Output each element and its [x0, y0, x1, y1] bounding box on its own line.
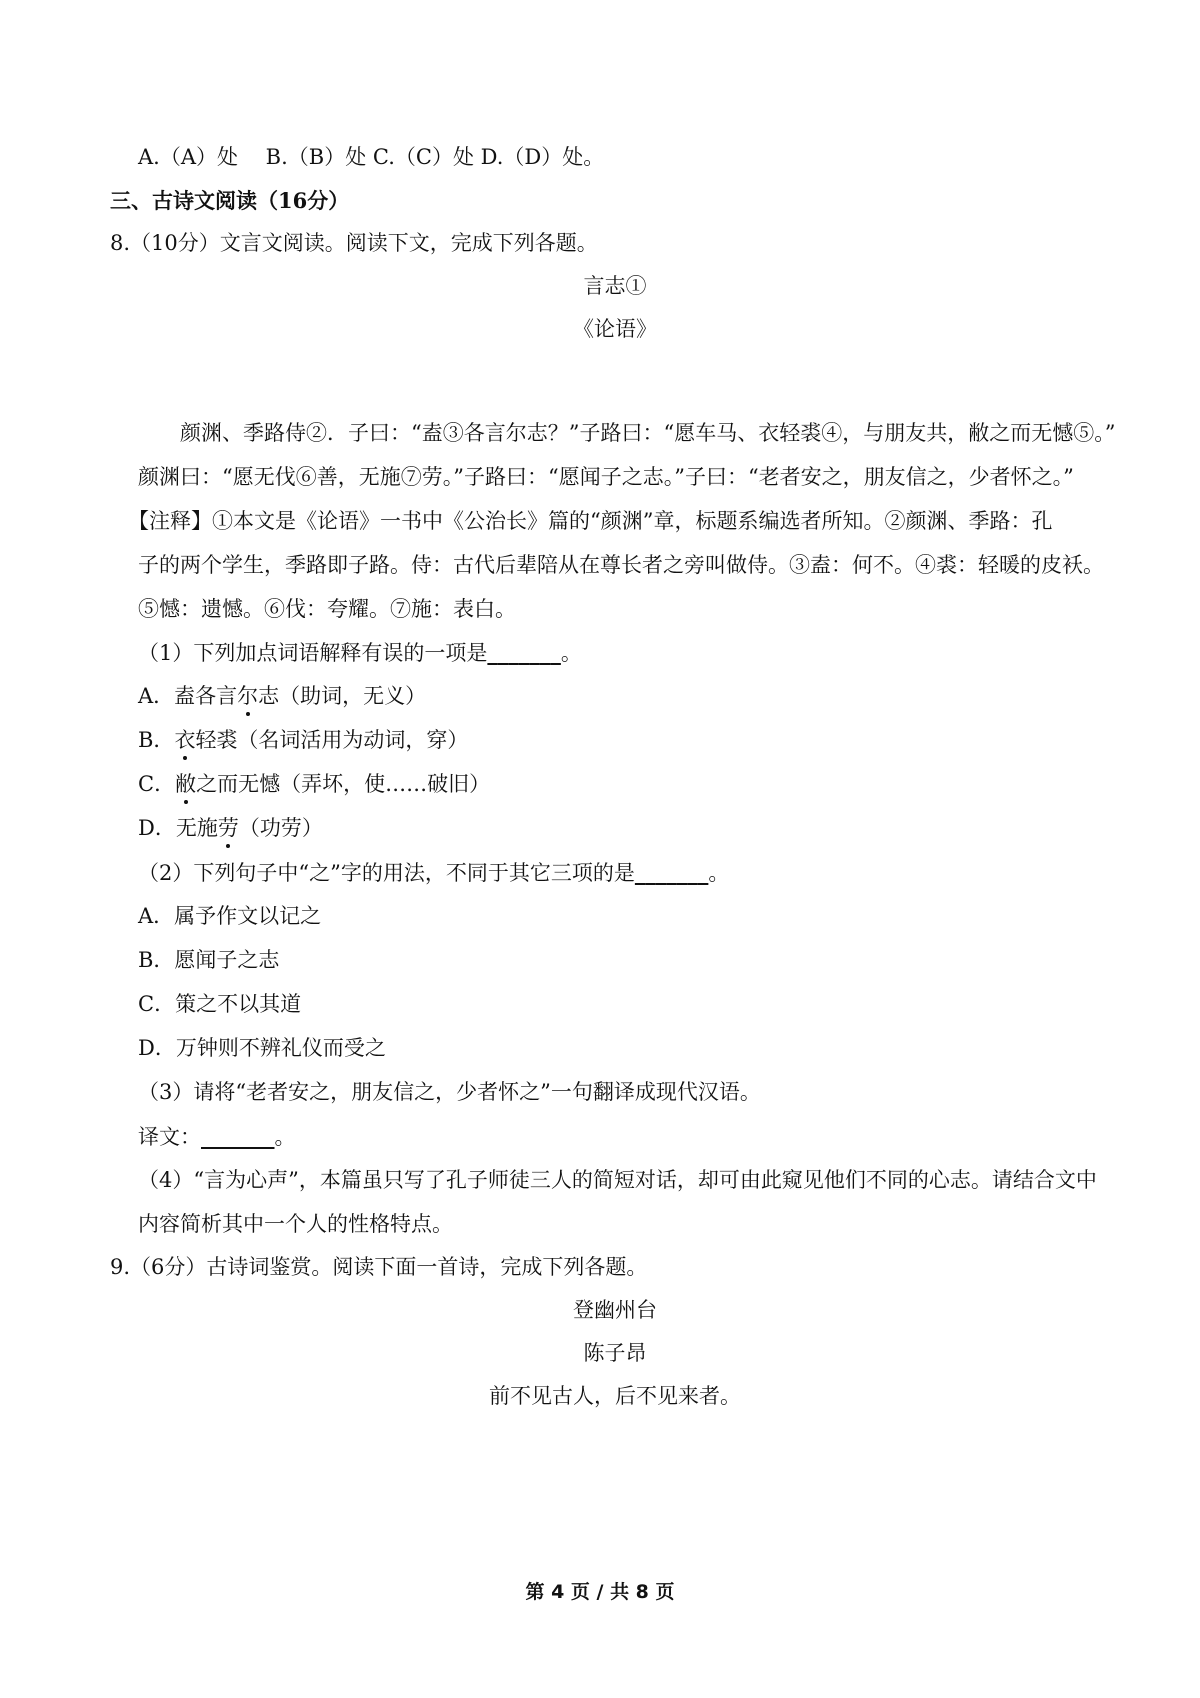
page-footer: 第 4 页 / 共 8 页 [525, 1581, 675, 1603]
q8-note-line-1: 【注释】①本文是《论语》一书中《公治长》篇的“颜渊”章，标题系编选者所知。②颜渊、季路：孔 [128, 509, 1053, 533]
q8-2-stem [138, 862, 729, 884]
q8-3-stem: （3）请将“老者安之，朋友信之，少者怀之”一句翻译成现代汉语。 [138, 1080, 761, 1104]
dotted-char: 劳 [217, 816, 239, 840]
dotted-char: 敝 [175, 772, 197, 796]
q8-2-option-c: C．策之不以其道 [138, 992, 302, 1016]
answer-label: 译文： [138, 1125, 201, 1149]
q8-passage-line-2: 颜渊曰：“愿无伐⑥善，无施⑦劳。”子路曰：“愿闻子之志。”子曰：“老者安之，朋友信之，少者怀之。” [138, 465, 1074, 489]
q8-passage-source: 《论语》 [573, 317, 657, 341]
q8-1-stem-text: （1）下列加点词语解释有误的一项是 [138, 641, 488, 665]
q8-1-option-a [138, 686, 426, 707]
dotted-char: 尔 [237, 684, 259, 708]
q8-1-option-b [138, 730, 468, 751]
q8-note-line-2: 子的两个学生，季路即子路。侍：古代后辈陪从在尊长者之旁叫做侍。③盍：何不。④裘：轻暖的皮袄。 [138, 553, 1104, 577]
option-text: D．无施 [138, 816, 218, 840]
option-text: B． [138, 728, 175, 752]
q8-intro: 8.（10分）文言文阅读。阅读下文，完成下列各题。 [110, 231, 598, 255]
q8-2-option-b: B．愿闻子之志 [138, 948, 280, 972]
q7-options: A.（A）处 B.（B）处 C.（C）处 D.（D）处。 [138, 145, 605, 169]
q8-3-answer [138, 1126, 296, 1148]
poem-title: 登幽州台 [573, 1298, 657, 1322]
poem-author: 陈子昂 [583, 1341, 647, 1365]
q8-2-stem-end: 。 [708, 861, 730, 885]
q8-passage-title: 言志① [583, 274, 647, 298]
q8-1-option-c [138, 774, 490, 795]
q8-2-stem-text: （2）下列句子中“之”字的用法，不同于其它三项的是 [138, 861, 635, 885]
q8-4-line-1: （4）“言为心声”，本篇虽只写了孔子师徒三人的简短对话，却可由此窥见他们不同的心志。请结合文中 [138, 1168, 1097, 1192]
q8-2-option-a: A．属予作文以记之 [138, 904, 322, 928]
q8-1-stem [138, 642, 582, 664]
q9-intro: 9.（6分）古诗词鉴赏。阅读下面一首诗，完成下列各题。 [110, 1255, 648, 1279]
q8-note-line-3: ⑤憾：遗憾。⑥伐：夸耀。⑦施：表白。 [138, 597, 516, 621]
answer-blank[interactable]: _______ [634, 860, 709, 885]
poem-line-1: 前不见古人，后不见来者。 [489, 1384, 741, 1408]
answer-blank[interactable]: _______ [201, 1124, 275, 1149]
option-text: 志（助词，无义） [258, 684, 427, 708]
q8-4-line-2: 内容简析其中一个人的性格特点。 [138, 1212, 453, 1236]
option-text: （功劳） [238, 816, 323, 840]
q8-2-option-d: D．万钟则不辨礼仪而受之 [138, 1036, 386, 1060]
dotted-char: 衣 [174, 728, 196, 752]
q8-passage-line-1: 颜渊、季路侍②．子曰：“盍③各言尔志？”子路曰：“愿车马、衣轻裘④，与朋友共，敝之而无憾⑤。” [180, 421, 1116, 445]
option-text: C． [138, 772, 176, 796]
q8-1-stem-end: 。 [560, 641, 582, 665]
option-text: A．盍各言 [138, 684, 238, 708]
option-text: 之而无憾（弄坏，使……破旧） [196, 772, 491, 796]
q8-1-option-d [138, 818, 323, 839]
section-title: 三、古诗文阅读（16分） [110, 188, 350, 213]
answer-blank[interactable]: _______ [487, 640, 561, 665]
option-text: 轻裘（名词活用为动词，穿） [195, 728, 469, 752]
answer-end: 。 [274, 1125, 296, 1149]
